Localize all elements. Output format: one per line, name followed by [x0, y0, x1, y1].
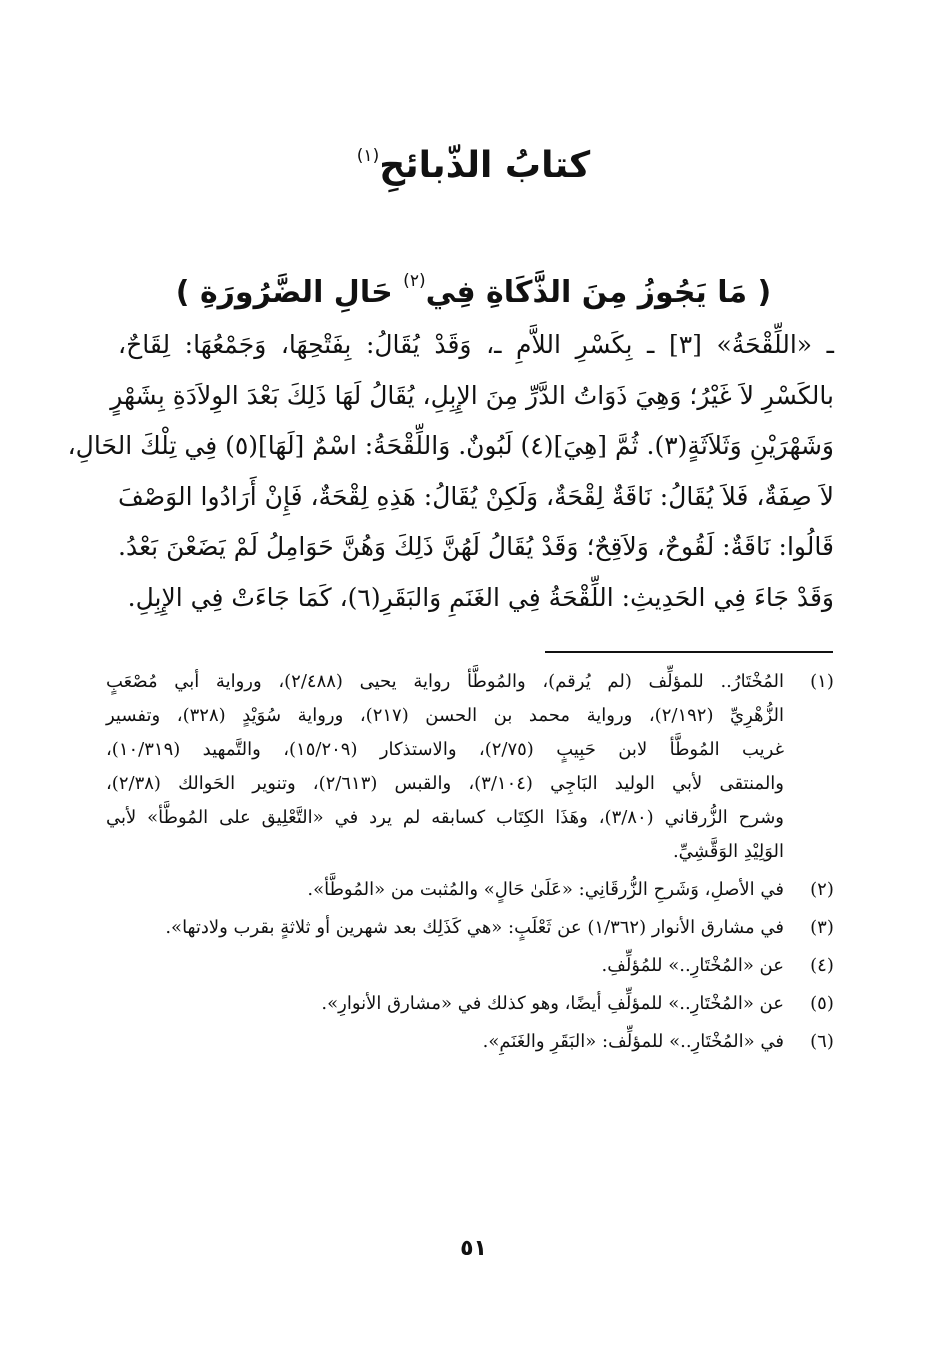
footnote-line: الوَلِيْدِ الوَقَّشِيِّ.	[672, 841, 784, 862]
footnote-3	[106, 911, 842, 945]
footnote-5	[106, 987, 842, 1021]
footnote-number[interactable]: (٤)	[810, 955, 834, 976]
body-text	[67, 320, 835, 623]
book-title-text: كتابُ الذّبائحِ	[379, 145, 591, 186]
page-number: ٥١	[460, 1236, 487, 1261]
footnote-number[interactable]: (١)	[810, 671, 834, 692]
book-title	[0, 128, 947, 194]
footnote-line: عن «المُخْتَارِ..» للمُؤلِّفِ.	[601, 955, 784, 976]
footnote-line: المُخْتَارُ.. للمؤلِّف (لم يُرقم)، والمُوطَّأ رواية يحيى (٢/٤٨٨)، ورواية أبي مُصْعَبٍ	[106, 671, 785, 692]
body-line: وَشَهْرَيْنِ وَثَلاَثَةٍ(٣). ثُمَّ [هِيَ](٤) لَبُونٌ. وَاللِّقْحَةُ: اسْمٌ [لَهَا](٥) فِي تِلْكَ الحَالِ،	[67, 431, 834, 460]
footnote-line: في الأصلِ، وَشَرحِ الزُّرقَانِي: «عَلَىٰ حَالٍ» والمُثبت من «المُوطَّأ».	[307, 879, 784, 900]
footnote-number[interactable]: (٢)	[810, 879, 834, 900]
footnote-6	[106, 1025, 842, 1059]
section-heading-note-ref[interactable]: (٢)	[403, 271, 426, 291]
footnote-number[interactable]: (٣)	[810, 917, 834, 938]
section-heading-text-before: ( مَا يَجُوزُ مِنَ الذَّكَاةِ فِي	[425, 275, 772, 310]
footnote-1	[106, 665, 842, 869]
book-title-note-ref[interactable]: (١)	[356, 146, 380, 166]
footnote-2	[106, 873, 842, 907]
footnote-4	[106, 949, 842, 983]
footnote-line: عن «المُخْتَارِ..» للمؤلِّفِ أيضًا، وهو كذلك في «مشارق الأنوارِ».	[321, 993, 784, 1014]
body-line: بالكَسْرِ لاَ غَيْرُ؛ وَهِيَ ذَوَاتُ الدَّرِّ مِنَ الإِبِلِ، يُقَالُ لَهَا ذَلِكَ بَعْدَ الوِلاَدَةِ بِشَهْرٍ	[110, 380, 834, 410]
footnote-line: في «المُخْتَارِ..» للمؤلِّف: «البَقَرِ والغَنَمِ».	[482, 1031, 784, 1052]
footnote-separator	[545, 651, 833, 653]
footnotes	[106, 665, 842, 1063]
footnote-number[interactable]: (٦)	[810, 1031, 834, 1052]
section-heading	[0, 255, 947, 319]
body-line: لاَ صِفَةٌ، فَلاَ يُقَالُ: نَاقَةٌ لِقْحَةٌ، وَلَكِنْ يُقَالُ: هَذِهِ لِقْحَةٌ، فَإِنْ أَرَادُوا الوَصْفَ	[118, 481, 834, 511]
footnote-line: غريب المُوطَّأ لابن حَبِيبٍ (٢/٧٥)، والاستذكار (١٥/٢٠٩)، والتَّمهيد (١٠/٣١٩)،	[106, 739, 784, 760]
footnote-number[interactable]: (٥)	[810, 993, 834, 1014]
footnote-line: الزُّهْرِيِّ (٢/١٩٢)، ورواية محمد بن الحسن (٢١٧)، ورواية سُوَيْدٍ (٣٢٨)، وتفسير	[106, 705, 784, 726]
body-line: وَقَدْ جَاءَ فِي الحَدِيثِ: اللِّقْحَةُ فِي الغَنَمِ وَالبَقَرِ(٦)، كَمَا جَاءَتْ فِي الإِبِلِ.	[127, 582, 834, 612]
body-line: ـ «اللِّقْحَةُ» [٣] ـ بِكَسْرِ اللاَّمِ ـ، وَقَدْ يُقَالُ: بِفَتْحِهَا، وَجَمْعُهَا: لِقَاحٌ،	[118, 330, 835, 359]
body-line: قَالُوا: نَاقَةٌ: لَقُوحٌ، وَلاَقِحٌ؛ وَقَدْ يُقَالُ لَهُنَّ ذَلِكَ وَهُنَّ حَوَامِلُ لَمْ يَضَعْنَ بَعْدُ.	[118, 532, 834, 561]
footnote-line: وشرح الزُّرقاني (٣/٨٠)، وهَذَا الكِتَاب كسابقه لم يرد في «التَّعْلِيق على المُوطَّأ» لأبي	[106, 807, 784, 828]
footnote-line: في مشارق الأنوار (١/٣٦٢) عن ثَعْلَبٍ: «هي كَذَلِك بعد شهرين أو ثلاثةٍ بقرب ولادتها».	[165, 917, 784, 938]
footnote-line: والمنتقى لأبي الوليد البَاجِي (٣/١٠٤)، والقبس (٢/٦١٣)، وتنوير الحَوالك (٢/٣٨)،	[106, 773, 784, 794]
section-heading-text-after: حَالِ الضَّرُورَةِ )	[175, 275, 393, 310]
